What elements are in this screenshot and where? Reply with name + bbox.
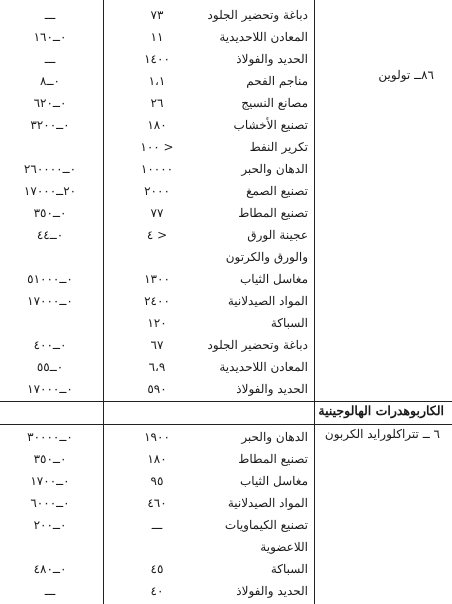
value-cell: ١٣٠٠: [144, 272, 170, 286]
range-cell: ٠ــ٦٢٠: [33, 96, 67, 110]
range-cell: [2, 246, 98, 268]
table-row: [0, 26, 452, 48]
range-cell: [2, 136, 98, 158]
range-cell: ٠ــ٣٠٠٠٠: [27, 430, 73, 444]
table-row: [0, 92, 452, 114]
industry-cell: الحديد والفولاذ: [236, 382, 308, 396]
section-heading: الكاربوهدرات الهالوجينية: [318, 403, 444, 418]
range-cell: ٠ــ٦٠٠٠: [30, 496, 70, 510]
value-cell: < ٤: [146, 228, 168, 242]
industry-cell: المواد الصيدلانية: [227, 294, 308, 308]
industry-cell: مناجم الفحم: [246, 74, 308, 88]
table-row: [0, 290, 452, 312]
table-row: [0, 202, 452, 224]
chemical-name-ccl4: ٦ ــ تتراكلورايد الكربون: [324, 427, 440, 441]
table-row: [0, 492, 452, 514]
table-row: [0, 558, 452, 580]
value-cell: ١٨٠: [147, 452, 167, 466]
industry-cell: مغاسل الثياب: [239, 474, 308, 488]
range-cell: ٠ــ٣٥٠: [33, 206, 67, 220]
value-cell: ٦،٩: [148, 360, 166, 374]
range-cell: ٠ــ٤٤: [36, 228, 64, 242]
table-row: [0, 4, 452, 26]
range-cell: ٠ــ٨: [40, 74, 60, 88]
industry-cell: [218, 402, 308, 424]
range-cell: ٠ــ٣٥٠: [33, 452, 67, 466]
industry-cell: الحديد والفولاذ: [236, 584, 308, 598]
table-row: [0, 448, 452, 470]
industry-cell: تصنيع الكيماويات: [224, 518, 308, 532]
industry-cell: مغاسل الثياب: [239, 272, 308, 286]
value-cell: ١٩٠٠: [144, 430, 170, 444]
range-cell: ـــ: [44, 8, 56, 22]
industry-cell: والورق والكرتون: [225, 250, 308, 264]
table-row: [0, 268, 452, 290]
industry-cell: الدهان والحبر: [241, 430, 308, 444]
value-cell: [108, 402, 206, 424]
table-row: [0, 246, 452, 268]
industry-cell: المعادن اللاحديدية: [219, 30, 308, 44]
industry-cell: دباغة وتحضير الجلود: [207, 8, 308, 22]
range-cell: ٠ــ٥١٠٠٠: [27, 272, 73, 286]
table-row: [0, 158, 452, 180]
table-row: [0, 514, 452, 536]
industry-cell: المعادن اللاحديدية: [219, 360, 308, 374]
value-cell: ١٢٠: [147, 316, 167, 330]
industry-cell: مصانع النسيج: [241, 96, 308, 110]
range-cell: ٠ــ٢٠٠: [33, 518, 67, 532]
range-cell: ٠ــ٤٠٠: [33, 338, 67, 352]
table-row: [0, 312, 452, 334]
table-row: [0, 136, 452, 158]
range-cell: ٢٠ــ١٧٠٠٠: [23, 184, 77, 198]
table-row: [0, 114, 452, 136]
value-cell: ٢٤٠٠: [144, 294, 170, 308]
industry-cell: تصنيع الأخشاب: [233, 118, 308, 132]
value-cell: ٤٠: [150, 584, 164, 598]
range-cell: [2, 402, 98, 424]
range-cell: [2, 312, 98, 334]
range-cell: ٠ــ٢٦٠٠٠٠: [23, 162, 77, 176]
table-row: [0, 224, 452, 246]
value-cell: ٩٥: [150, 474, 164, 488]
value-cell: ٢٦: [150, 96, 164, 110]
table-row: [0, 378, 452, 400]
range-cell: ـــ: [44, 52, 56, 66]
industry-cell: تصنيع الصمغ: [246, 184, 308, 198]
industry-cell: الحديد والفولاذ: [236, 52, 308, 66]
value-cell: ٧٧: [150, 206, 164, 220]
value-cell: [108, 536, 206, 558]
range-cell: ٠ــ٥٥: [36, 360, 64, 374]
value-cell: [108, 246, 206, 268]
range-cell: ٠ــ١٧٠٠٠: [27, 294, 73, 308]
industry-cell: المواد الصيدلانية: [227, 496, 308, 510]
value-cell: < ١٠٠: [140, 140, 174, 154]
value-cell: ٧٣: [150, 8, 164, 22]
value-cell: ١٨٠: [147, 118, 167, 132]
range-cell: ٠ــ٤٨٠: [33, 562, 67, 576]
table-row: [0, 536, 452, 558]
value-cell: ٥٩٠: [147, 382, 167, 396]
value-cell: ١١: [150, 30, 164, 44]
industry-cell: تكرير النفط: [249, 140, 308, 154]
value-cell: ٤٥: [150, 562, 164, 576]
range-cell: [2, 536, 98, 558]
value-cell: ١،١: [148, 74, 166, 88]
value-cell: ٤٦٠: [147, 496, 167, 510]
section-rule-bottom: [0, 424, 452, 425]
range-cell: ٠ــ١٧٠٠٠: [27, 382, 73, 396]
table-row: [0, 334, 452, 356]
industry-cell: اللاعضوية: [260, 540, 308, 554]
value-cell: ٦٧: [150, 338, 164, 352]
industry-cell: دباغة وتحضير الجلود: [207, 338, 308, 352]
industry-cell: السباكة: [270, 562, 308, 576]
range-cell: ٠ــ٣٢٠٠: [30, 118, 70, 132]
chemical-name-toluene: ٨٦ــ تولوين: [378, 68, 434, 82]
industry-cell: عجينة الورق: [247, 228, 308, 242]
range-cell: ٠ــ١٦٠: [33, 30, 67, 44]
industry-cell: الدهان والحبر: [241, 162, 308, 176]
range-cell: ٠ــ١٧٠٠: [30, 474, 70, 488]
range-cell: ـــ: [44, 584, 56, 598]
industry-cell: السباكة: [270, 316, 308, 330]
table-row: [0, 470, 452, 492]
table-row: [0, 48, 452, 70]
industry-cell: تصنيع المطاط: [238, 452, 308, 466]
value-cell: ـــ: [151, 518, 163, 532]
table-row: [0, 580, 452, 602]
value-cell: ٢٠٠٠: [144, 184, 170, 198]
table-row: [0, 180, 452, 202]
value-cell: ١٠٠٠٠: [140, 162, 174, 176]
industry-cell: تصنيع المطاط: [238, 206, 308, 220]
value-cell: ١٤٠٠: [144, 52, 170, 66]
table-row: [0, 356, 452, 378]
